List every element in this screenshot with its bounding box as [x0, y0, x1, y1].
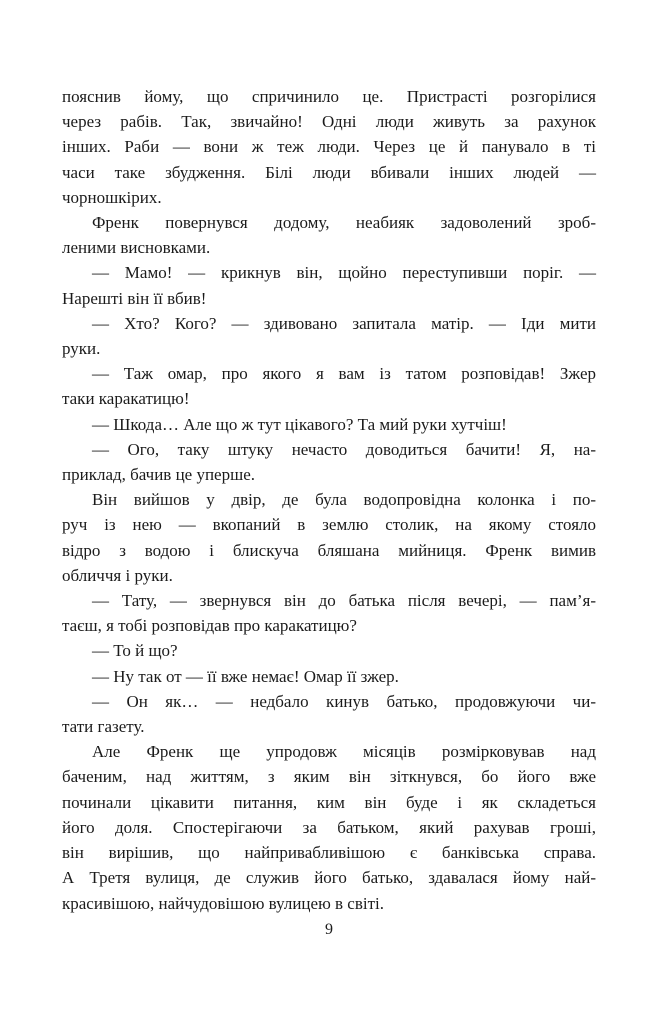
text-line: красивішою, найчудовішою вулицею в світі. — [62, 893, 384, 913]
text-line: — Таж омар, про якого я вам із татом розповідав! Зжер — [92, 364, 596, 384]
text-line: таєш, я тобі розповідав про каракатицю? — [62, 616, 357, 636]
paragraph — [62, 689, 596, 739]
text-line: А Третя вулиця, де служив його батько, здавалася йому най- — [62, 868, 596, 888]
text-line: — Мамо! — крикнув він, щойно переступивши поріг. — — [92, 263, 596, 283]
paragraph — [62, 664, 596, 689]
text-line: — Ого, таку штуку нечасто доводиться бачити! Я, на- — [92, 439, 596, 459]
paragraph — [62, 361, 596, 411]
text-line: леними висновками. — [62, 238, 211, 258]
text-line: приклад, бачив це уперше. — [62, 465, 255, 485]
text-line: чорношкірих. — [62, 187, 162, 207]
text-line: інших. Раби — вони ж теж люди. Через це й панувало в ті — [62, 137, 596, 157]
paragraph — [62, 739, 596, 915]
text-line: через рабів. Так, звичайно! Одні люди живуть за рахунок — [62, 112, 596, 132]
paragraph — [62, 638, 596, 663]
text-line: Нарешті він її вбив! — [62, 288, 207, 308]
paragraph — [62, 588, 596, 638]
paragraph — [62, 487, 596, 588]
text-line: пояснив йому, що спричинило це. Пристрасті розгорілися — [62, 87, 596, 106]
paragraph — [62, 210, 596, 260]
text-line: баченим, над життям, з яким він зіткнувся, бо його вже — [62, 767, 596, 787]
page-number: 9 — [325, 921, 333, 938]
text-line: Але Френк ще упродовж місяців розмірковував над — [92, 742, 596, 762]
text-line: — Хто? Кого? — здивовано запитала матір. — Іди мити — [92, 313, 596, 333]
text-line: — Шкода… Але що ж тут цікавого? Та мий руки хутчіш! — [92, 414, 507, 434]
paragraph — [62, 437, 596, 487]
text-line: він вирішив, що найпривабливішою є банківська справа. — [62, 843, 596, 863]
text-line: Він вийшов у двір, де була водопровідна колонка і по- — [92, 490, 596, 510]
text-line: обличчя і руки. — [62, 565, 173, 585]
text-line: таки каракатицю! — [62, 389, 190, 409]
text-line: відро з водою і блискуча бляшана мийниця. Френк вимив — [62, 540, 596, 560]
text-line: — Он як… — недбало кинув батько, продовжуючи чи- — [92, 691, 596, 711]
paragraph — [62, 412, 596, 437]
text-line: — Тату, — звернувся він до батька після вечері, — пам’я- — [92, 591, 596, 611]
page-text — [62, 84, 596, 916]
text-line: його доля. Спостерігаючи за батьком, який рахував гроші, — [62, 817, 596, 837]
text-line: руч із нею — вкопаний в землю столик, на якому стояло — [62, 515, 596, 535]
paragraph — [62, 84, 596, 210]
text-line: часи таке збудження. Білі люди вбивали інших людей — — [62, 162, 596, 182]
text-line: тати газету. — [62, 717, 145, 737]
text-line: починали цікавити питання, ким він буде і як складеться — [62, 792, 596, 812]
paragraph — [62, 260, 596, 310]
text-line: Френк повернувся додому, неабияк задоволений зроб- — [92, 213, 596, 233]
paragraph — [62, 311, 596, 361]
text-line: руки. — [62, 339, 101, 359]
text-line: — То й що? — [92, 641, 178, 661]
text-line: — Ну так от — її вже немає! Омар її зжер. — [92, 666, 399, 686]
